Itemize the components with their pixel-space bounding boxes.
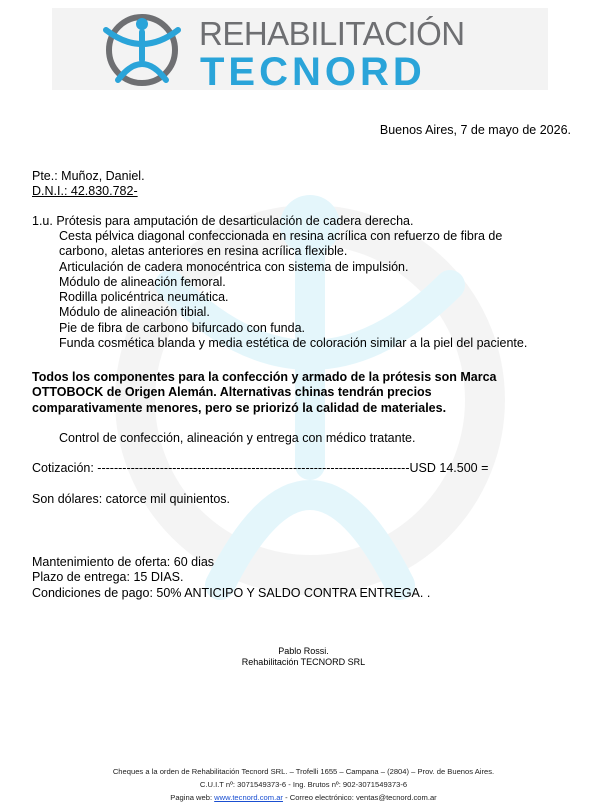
web-label: Pagina web: <box>170 793 215 802</box>
quote-line: Cotización: ---------------------------------------------------------------------------USD 14.500 = <box>32 461 489 475</box>
amount-in-words: Son dólares: catorce mil quinientos. <box>32 492 231 506</box>
brand-name-line2: TECNORD <box>200 50 426 94</box>
signature-block <box>0 646 607 668</box>
item-line: Módulo de alineación femoral. <box>59 274 226 289</box>
components-note <box>32 370 496 416</box>
signature-name: Pablo Rossi. <box>278 646 329 656</box>
signature-company: Rehabilitación TECNORD SRL <box>241 657 366 667</box>
patient-name: Pte.: Muñoz, Daniel. <box>32 169 145 183</box>
condition-line: Plazo de entrega: 15 DIAS. <box>32 570 184 585</box>
email-text: - Correo electrónico: ventas@tecnord.com.ar <box>282 793 437 802</box>
conditions-block <box>32 555 430 601</box>
item-line: Rodilla policéntrica neumática. <box>59 290 229 305</box>
item-line: Cesta pélvica diagonal confeccionada en resina acrílica con refuerzo de fibra de <box>59 229 503 243</box>
item-line: Pie de fibra de carbono bifurcado con funda. <box>59 320 306 335</box>
person-figure-icon <box>84 12 200 88</box>
patient-dni: D.N.I.: 42.830.782- <box>32 184 138 198</box>
item-line: Módulo de alineación tibial. <box>59 305 210 320</box>
components-note-line: Todos los componentes para la confección y armado de la prótesis son Marca <box>32 370 497 384</box>
letterhead <box>52 8 548 94</box>
footer-contact <box>0 791 607 804</box>
website-link[interactable]: www.tecnord.com.ar <box>214 793 283 802</box>
condition-line: Mantenimiento de oferta: 60 dias <box>32 555 215 569</box>
components-note-line: comparativamente menores, pero se priorizó la calidad de materiales. <box>32 400 447 415</box>
components-note-line: OTTOBOCK de Origen Alemán. Alternativas chinas tendrán precios <box>32 385 432 400</box>
footer-address: Cheques a la orden de Rehabilitación Tecnord SRL. – Trofelli 1655 – Campana – (2804) – Prov. de Buenos Aires. <box>112 767 495 776</box>
condition-line: Condiciones de pago: 50% ANTICIPO Y SALDO CONTRA ENTREGA. . <box>32 585 431 600</box>
item-heading: 1.u. Prótesis para amputación de desarticulación de cadera derecha. <box>32 214 414 228</box>
patient-block <box>32 169 145 199</box>
letter-date: Buenos Aires, 7 de mayo de 2026. <box>379 123 571 137</box>
item-description <box>59 229 527 351</box>
footer-tax-ids: C.U.I.T nº: 3071549373-6 - Ing. Brutos nº: 902-3071549373-6 <box>199 780 408 789</box>
brand-name-line1: REHABILITACIÓN <box>199 15 465 52</box>
footer <box>0 765 607 804</box>
item-line: Articulación de cadera monocéntrica con sistema de impulsión. <box>59 259 409 274</box>
item-line: carbono, aletas anteriores en resina acrílica flexible. <box>59 244 348 259</box>
control-note: Control de confección, alineación y entrega con médico tratante. <box>59 431 416 445</box>
item-line: Funda cosmética blanda y media estética de coloración similar a la piel del paciente. <box>59 336 528 351</box>
